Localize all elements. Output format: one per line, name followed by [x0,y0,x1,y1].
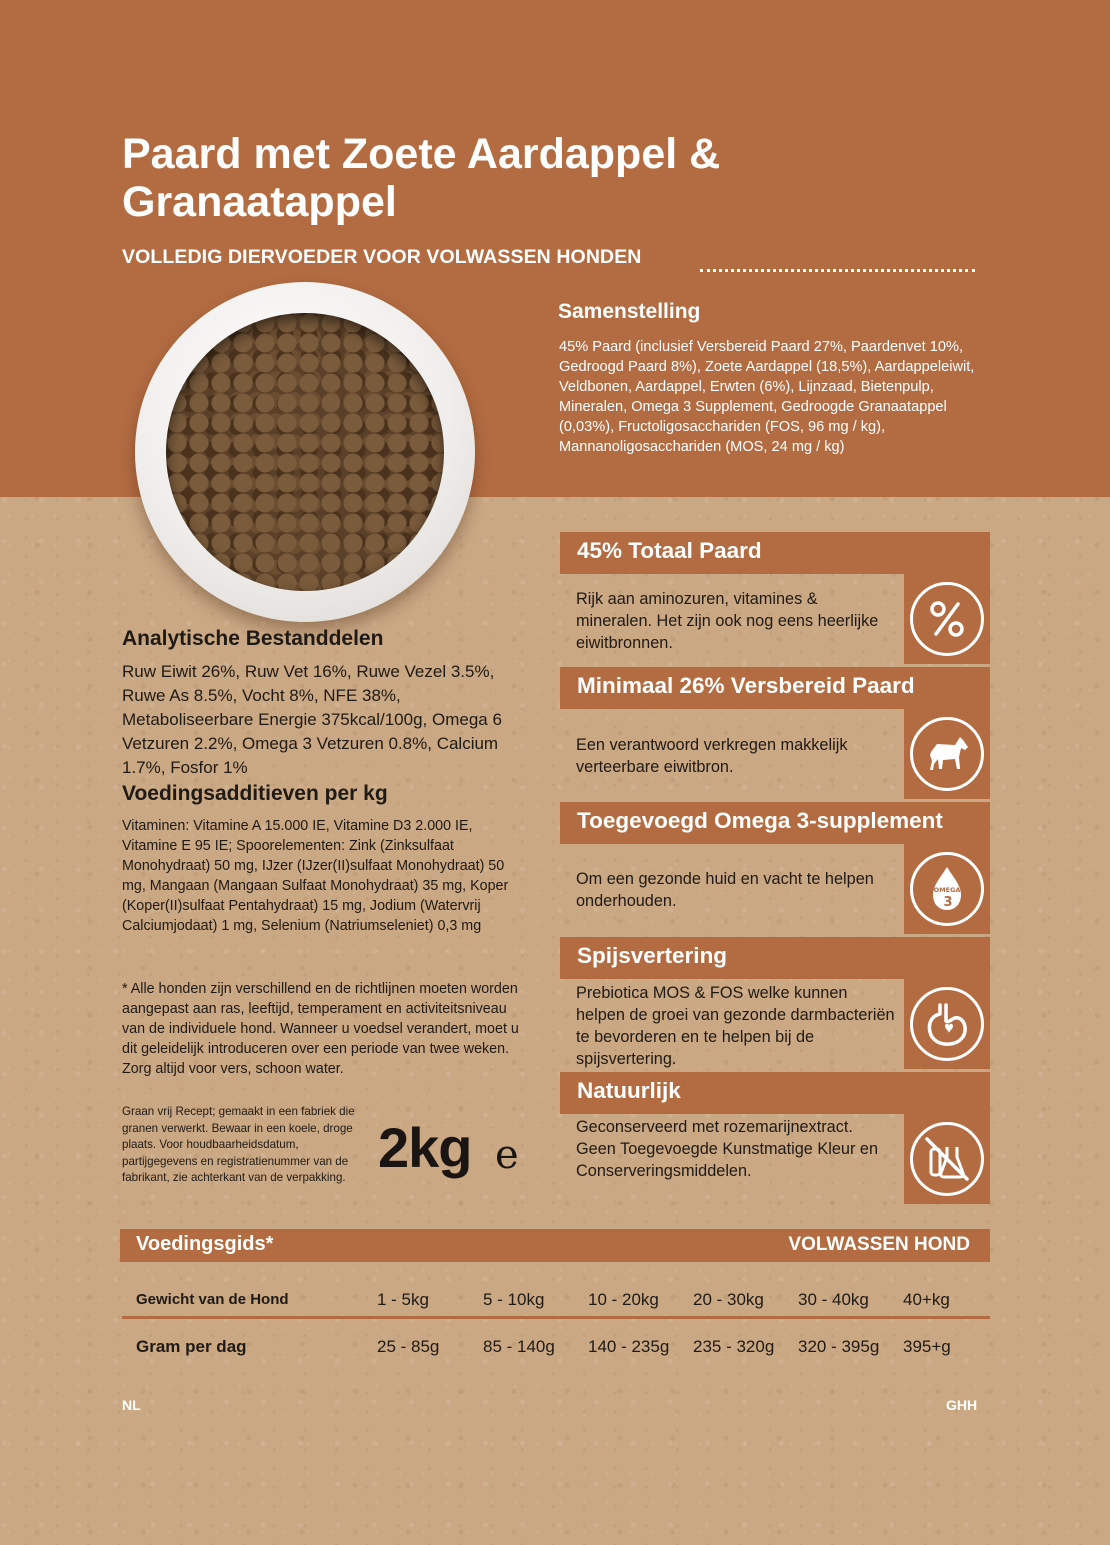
benefit-icon-box-natural [904,1114,990,1204]
no-chemicals-icon [910,1122,984,1196]
stomach-icon [910,987,984,1061]
omega-label: OMEGA [933,886,961,894]
feeding-guide-divider [122,1316,990,1319]
benefit-text-digestion: Prebiotica MOS & FOS welke kunnen helpen de groei van gezonde darmbacteriën te bevorderen en te helpen bij de spijsvertering. [576,984,895,1068]
benefit-title-protein: 45% Totaal Paard [560,532,990,574]
product-title: Paard met Zoete Aardappel & Granaatappel [122,130,721,226]
horse-icon [910,717,984,791]
composition-text: 45% Paard (inclusief Versbereid Paard 27%, Paardenvet 10%, Gedroogd Paard 8%), Zoete Aardappel (18,5%), Aardappeleiwit, Veldbonen, Aardappel, Erwten (6%), Lijnzaad, Bietenpulp, Mineralen, Omega 3 Supplement, Gedroogde Granaatappel (0,03%), Fructoligosacchariden (FOS, 96 mg / kg), Mannanoligosacchariden (MOS, 24 mg / kg) [559,339,975,455]
feeding-guide-target: VOLWASSEN HOND [788,1234,970,1255]
grams-cell: 85 - 140g [483,1337,555,1356]
storage-note: Graan vrij Recept; gemaakt in een fabriek die granen verwerkt. Bewaar in een koele, droge plaats. Voor houdbaarheidsdatum, partijgegevens en registratienummer van de fabrikant, zie achterkant van de verpakking. [122,1105,355,1184]
feeding-guide-heading: Voedingsgids* [136,1233,274,1255]
weight-cell: 30 - 40kg [798,1290,869,1309]
grams-row-label: Gram per dag [136,1337,247,1356]
weight-cell: 40+kg [903,1290,950,1309]
footer-language: NL [122,1397,141,1413]
benefit-text-natural: Geconserveerd met rozemarijnextract. Geen Toegevoegde Kunstmatige Kleur en Conserveringsmiddelen. [576,1118,879,1180]
weight-row-label: Gewicht van de Hond [136,1291,289,1308]
subtitle-dotted-rule [700,268,975,272]
benefit-icon-box-digestion [904,979,990,1069]
benefit-icon-box-fresh [904,709,990,799]
benefit-text-protein: Rijk aan aminozuren, vitamines & mineralen. Het zijn ook nog eens heerlijke eiwitbronnen. [576,590,879,652]
omega-number: 3 [943,895,953,910]
grams-cell: 235 - 320g [693,1337,775,1356]
additives-text: Vitaminen: Vitamine A 15.000 IE, Vitamine D3 2.000 IE, Vitamine E 95 IE; Spoorelementen: Zink (Zinksulfaat Monohydraat) 50 mg, IJzer (IJzer(II)sulfaat Monohydraat) 50 mg, Mangaan (Mangaan Sulfaat Monohydraat) 35 mg, Koper (Koper(II)sulfaat Pentahydraat) 15 mg, Jodium (Watervrij Calciumjodaat) 1 mg, Selenium (Natriumseleniet) 0,3 mg [122,818,509,934]
analytical-text: Ruw Eiwit 26%, Ruw Vet 16%, Ruwe Vezel 3.5%, Ruwe As 8.5%, Vocht 8%, NFE 38%, Metaboliseerbare Energie 375kcal/100g, Omega 6 Vetzuren 2.2%, Omega 3 Vetzuren 0.8%, Calcium 1.7%, Fosfor 1% [122,662,502,777]
product-subtitle: VOLLEDIG DIERVOEDER VOOR VOLWASSEN HONDEN [122,246,642,268]
omega3-drop-icon [910,852,984,926]
benefit-title-digestion: Spijsvertering [560,937,990,979]
feeding-disclaimer: * Alle honden zijn verschillend en de richtlijnen moeten worden aangepast aan ras, leeftijd, temperament en activiteitsniveau van de individuele hond. Wanneer u voedsel verandert, moet u dit geleidelijk introduceren over een periode van twee weken. Zorg altijd voor vers, schoon water. [122,981,519,1077]
composition-heading: Samenstelling [558,300,701,323]
benefit-text-fresh: Een verantwoord verkregen makkelijk verteerbare eiwitbron. [576,736,848,776]
grams-cell: 25 - 85g [377,1337,440,1356]
estimated-sign: e [495,1132,519,1178]
feeding-guide-header [120,1229,990,1262]
weight-cell: 20 - 30kg [693,1290,764,1309]
additives-heading: Voedingsadditieven per kg [122,782,388,805]
benefit-title-omega: Toegevoegd Omega 3-supplement [560,802,990,844]
kibble-bowl-image [135,282,475,622]
analytical-heading: Analytische Bestanddelen [122,627,384,650]
benefit-title-natural: Natuurlijk [560,1072,990,1114]
weight-cell: 1 - 5kg [377,1290,429,1309]
footer-code: GHH [946,1397,978,1413]
percent-icon [910,582,984,656]
weight-cell: 10 - 20kg [588,1290,659,1309]
kibble [166,313,444,591]
grams-cell: 395+g [903,1337,951,1356]
grams-cell: 320 - 395g [798,1337,880,1356]
benefit-text-omega: Om een gezonde huid en vacht te helpen onderhouden. [576,870,874,910]
benefit-title-fresh: Minimaal 26% Versbereid Paard [560,667,990,709]
weight-cell: 5 - 10kg [483,1290,545,1309]
benefit-icon-box-omega [904,844,990,934]
benefit-icon-box-protein [904,574,990,664]
net-weight: 2kg [378,1116,472,1179]
grams-cell: 140 - 235g [588,1337,670,1356]
